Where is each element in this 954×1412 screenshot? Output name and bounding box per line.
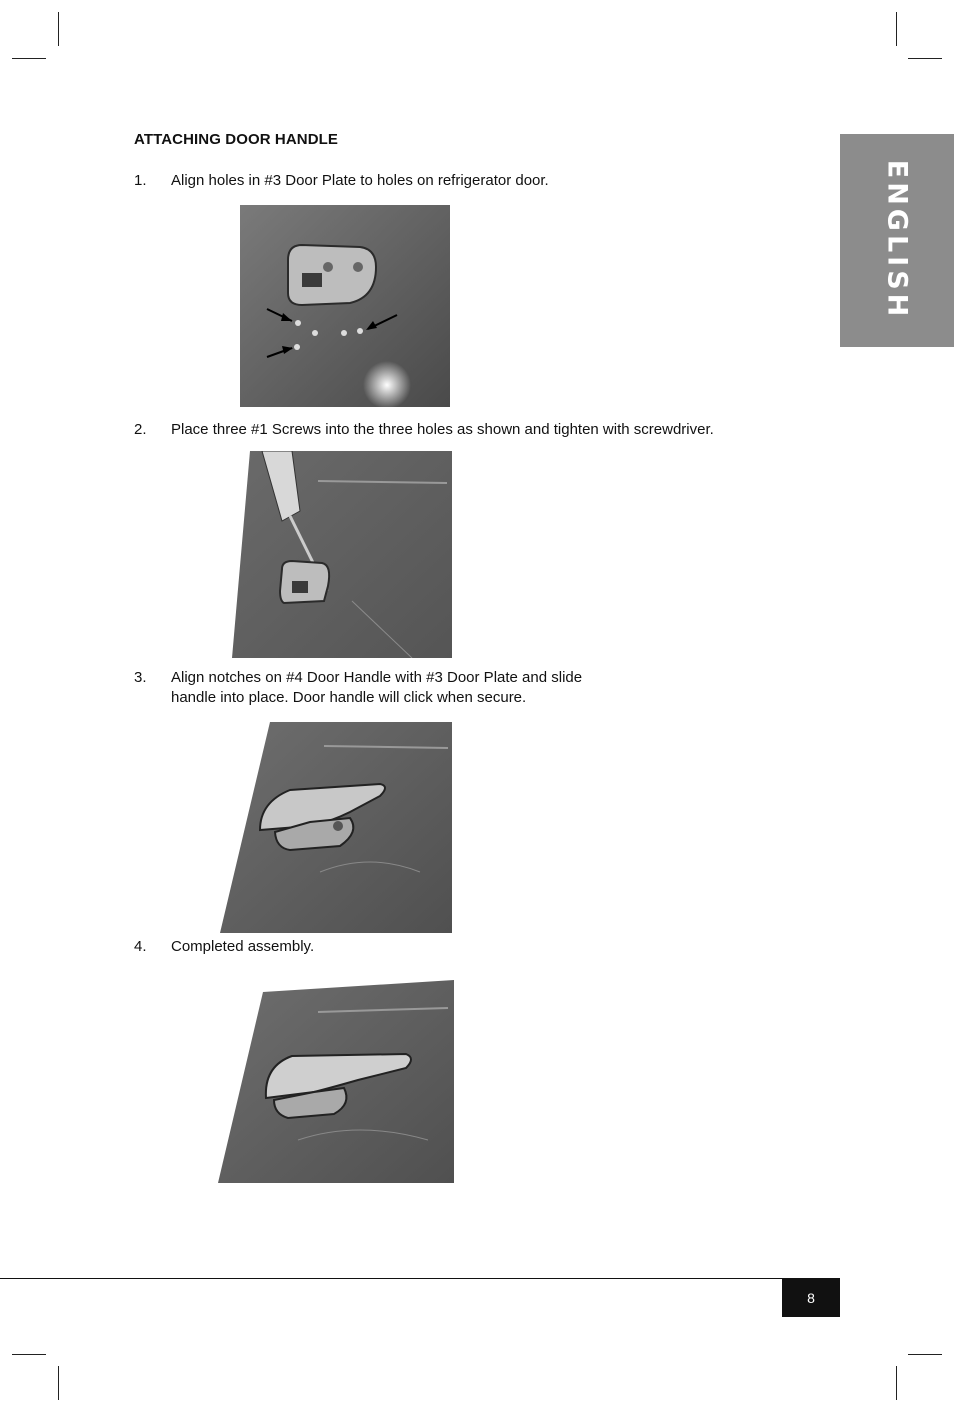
step-text: Completed assembly. bbox=[171, 938, 315, 955]
crop-mark bbox=[896, 12, 897, 46]
crop-mark bbox=[58, 1366, 59, 1400]
screwdriver-photo bbox=[232, 451, 452, 658]
step-text: Align holes in #3 Door Plate to holes on refrigerator door. bbox=[171, 172, 549, 189]
step-number: 1. bbox=[134, 172, 147, 189]
language-tab bbox=[840, 134, 954, 347]
step-text: Align notches on #4 Door Handle with #3 Door Plate and slide bbox=[171, 669, 583, 686]
crop-mark bbox=[908, 1354, 942, 1355]
crop-mark bbox=[908, 58, 942, 59]
crop-mark bbox=[12, 1354, 46, 1355]
crop-mark bbox=[12, 58, 46, 59]
door-plate-alignment-photo bbox=[240, 205, 450, 407]
footer-divider bbox=[0, 1278, 840, 1279]
section-heading: ATTACHING DOOR HANDLE bbox=[134, 131, 339, 148]
step-text: Place three #1 Screws into the three holes as shown and tighten with screwdriver. bbox=[171, 421, 714, 438]
page-number-text: 8 bbox=[807, 1289, 815, 1306]
completed-assembly-photo bbox=[218, 980, 454, 1183]
step-text: handle into place. Door handle will click when secure. bbox=[171, 689, 527, 706]
crop-mark bbox=[58, 12, 59, 46]
step-number: 4. bbox=[134, 938, 147, 955]
door-handle-slide-photo bbox=[220, 722, 452, 933]
crop-mark bbox=[896, 1366, 897, 1400]
step-number: 3. bbox=[134, 669, 147, 686]
step-number: 2. bbox=[134, 421, 147, 438]
language-label: ENGLISH bbox=[881, 159, 913, 321]
page-number bbox=[782, 1278, 840, 1317]
